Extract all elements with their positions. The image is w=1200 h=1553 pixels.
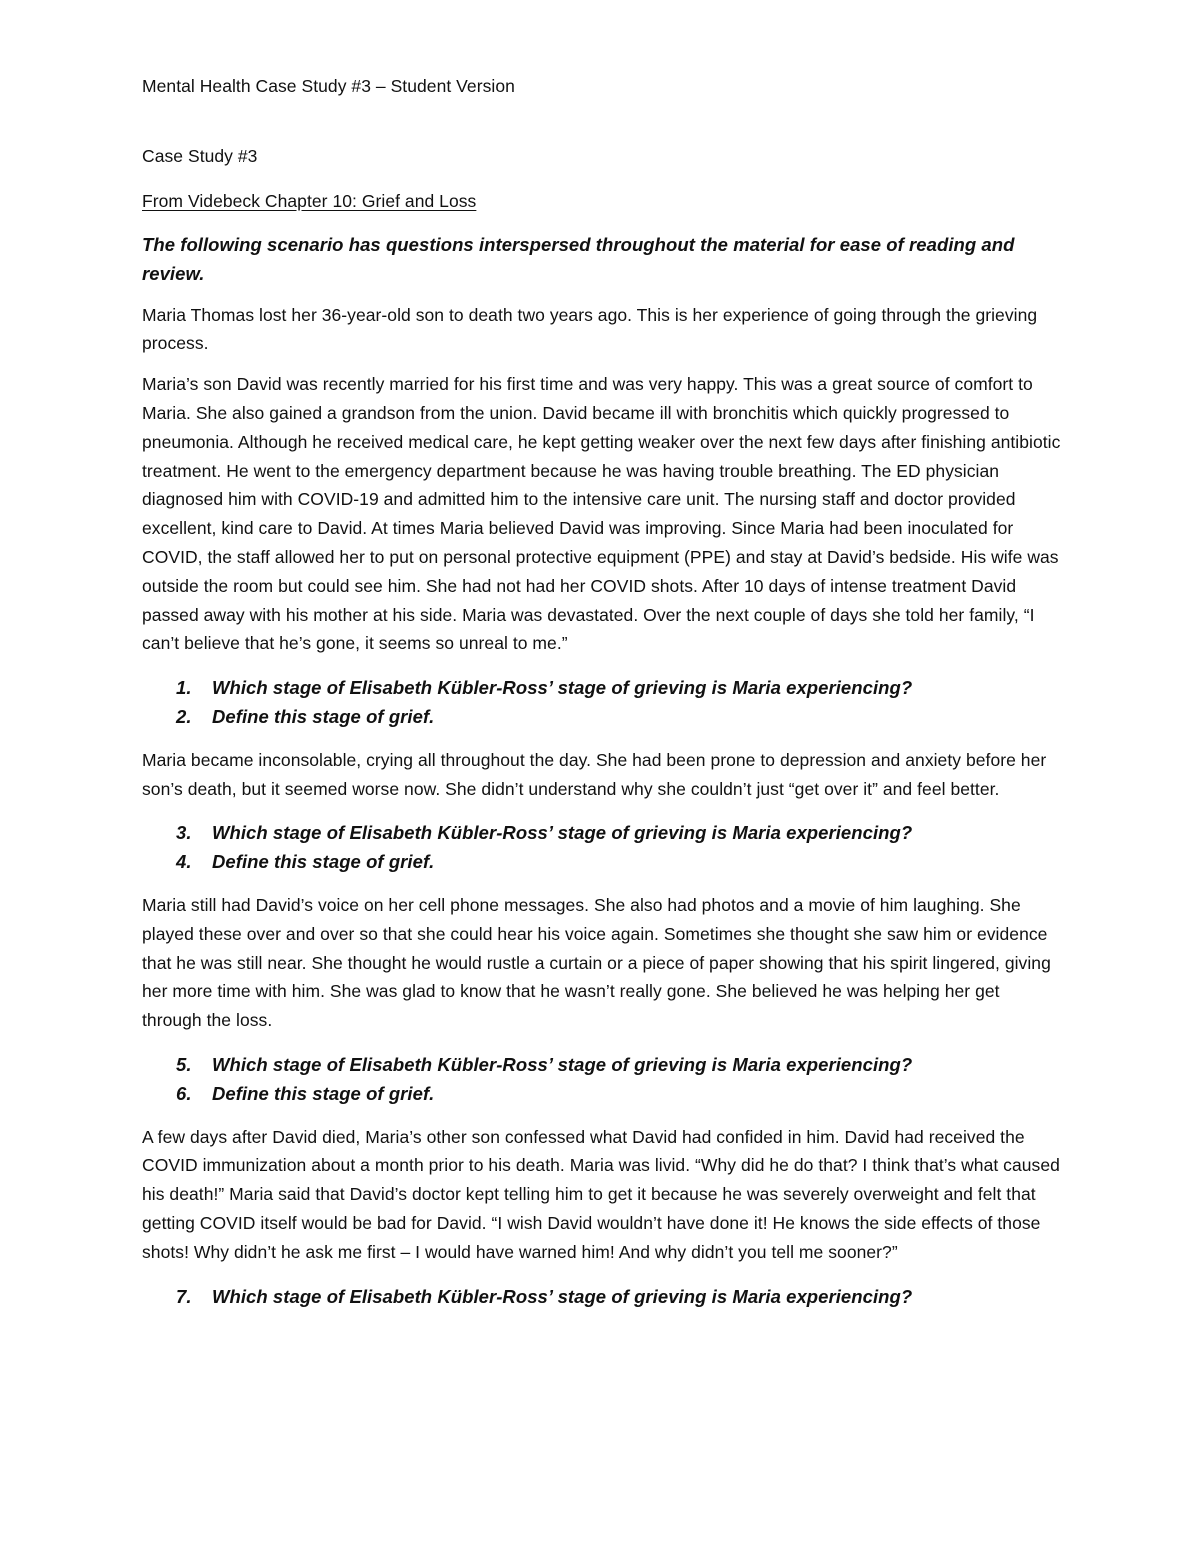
- question-text: Define this stage of grief.: [212, 705, 435, 727]
- document-page: [142, 72, 1062, 1311]
- question-text: Define this stage of grief.: [212, 1082, 435, 1104]
- question-item: [142, 674, 1062, 703]
- question-number: 3.: [176, 822, 192, 844]
- question-item: [142, 1080, 1062, 1109]
- question-text: Which stage of Elisabeth Kübler-Ross’ stage of grieving is Maria experiencing?: [212, 1285, 913, 1307]
- question-item: [142, 819, 1062, 848]
- page-header: Mental Health Case Study #3 – Student Version: [142, 76, 515, 96]
- question-list-3: [142, 1051, 1062, 1109]
- question-text: Which stage of Elisabeth Kübler-Ross’ stage of grieving is Maria experiencing?: [212, 1053, 913, 1075]
- source-reference: From Videbeck Chapter 10: Grief and Loss: [142, 190, 477, 211]
- question-number: 5.: [176, 1053, 192, 1075]
- question-number: 4.: [176, 851, 192, 873]
- question-item: [142, 1051, 1062, 1080]
- question-number: 2.: [176, 705, 192, 727]
- question-item: [142, 1283, 1062, 1312]
- paragraph-5: A few days after David died, Maria’s other son confessed what David had confided in him. David had received the COVID immunization about a month prior to his death. Maria was livid. “Why did he do that? I think that’s what caused his death!” Maria said that David’s doctor kept telling him to get it because he was severely overweight and felt that getting COVID itself would be bad for David. “I wish David wouldn’t have done it! He knows the side effects of those shots! Why didn’t he ask me first – I would have warned him! And why didn’t you tell me sooner?”: [142, 1126, 1060, 1262]
- question-list-1: [142, 674, 1062, 732]
- question-item: [142, 848, 1062, 877]
- case-study-title: Case Study #3: [142, 146, 258, 166]
- paragraph-3: Maria became inconsolable, crying all throughout the day. She had been prone to depression and anxiety before her son’s death, but it seemed worse now. She didn’t understand why she couldn’t just “get over it” and feel better.: [142, 749, 1047, 799]
- question-number: 6.: [176, 1082, 192, 1104]
- question-text: Define this stage of grief.: [212, 851, 435, 873]
- question-item: [142, 703, 1062, 732]
- question-text: Which stage of Elisabeth Kübler-Ross’ stage of grieving is Maria experiencing?: [212, 822, 913, 844]
- question-number: 1.: [176, 677, 192, 699]
- paragraph-2: Maria’s son David was recently married for his first time and was very happy. This was a great source of comfort to Maria. She also gained a grandson from the union. David became ill with bronchitis which quickly progressed to pneumonia. Although he received medical care, he kept getting weaker over the next few days after finishing antibiotic treatment. He went to the emergency department because he was having trouble breathing. The ED physician diagnosed him with COVID-19 and admitted him to the intensive care unit. The nursing staff and doctor provided excellent, kind care to David. At times Maria believed David was improving. Since Maria had been inoculated for COVID, the staff allowed her to put on personal protective equipment (PPE) and stay at David’s bedside. His wife was outside the room but could see him. She had not had her COVID shots. After 10 days of intense treatment David passed away with his mother at his side. Maria was devastated. Over the next couple of days she told her family, “I can’t believe that he’s gone, it seems so unreal to me.”: [142, 374, 1061, 654]
- question-number: 7.: [176, 1285, 192, 1307]
- paragraph-4: Maria still had David’s voice on her cell phone messages. She also had photos and a movie of him laughing. She played these over and over so that she could hear his voice again. Sometimes she thought she saw him or evidence that he was still near. She thought he would rustle a curtain or a piece of paper showing that his spirit lingered, giving her more time with him. She was glad to know that he wasn’t really gone. She believed he was helping her get through the loss.: [142, 894, 1051, 1031]
- intro-instructions: The following scenario has questions interspersed throughout the material for ease of reading and review.: [142, 233, 1015, 285]
- question-text: Which stage of Elisabeth Kübler-Ross’ stage of grieving is Maria experiencing?: [212, 677, 913, 699]
- question-list-2: [142, 819, 1062, 877]
- paragraph-1: Maria Thomas lost her 36-year-old son to death two years ago. This is her experience of going through the grieving process.: [142, 304, 1038, 354]
- question-list-4: [142, 1283, 1062, 1312]
